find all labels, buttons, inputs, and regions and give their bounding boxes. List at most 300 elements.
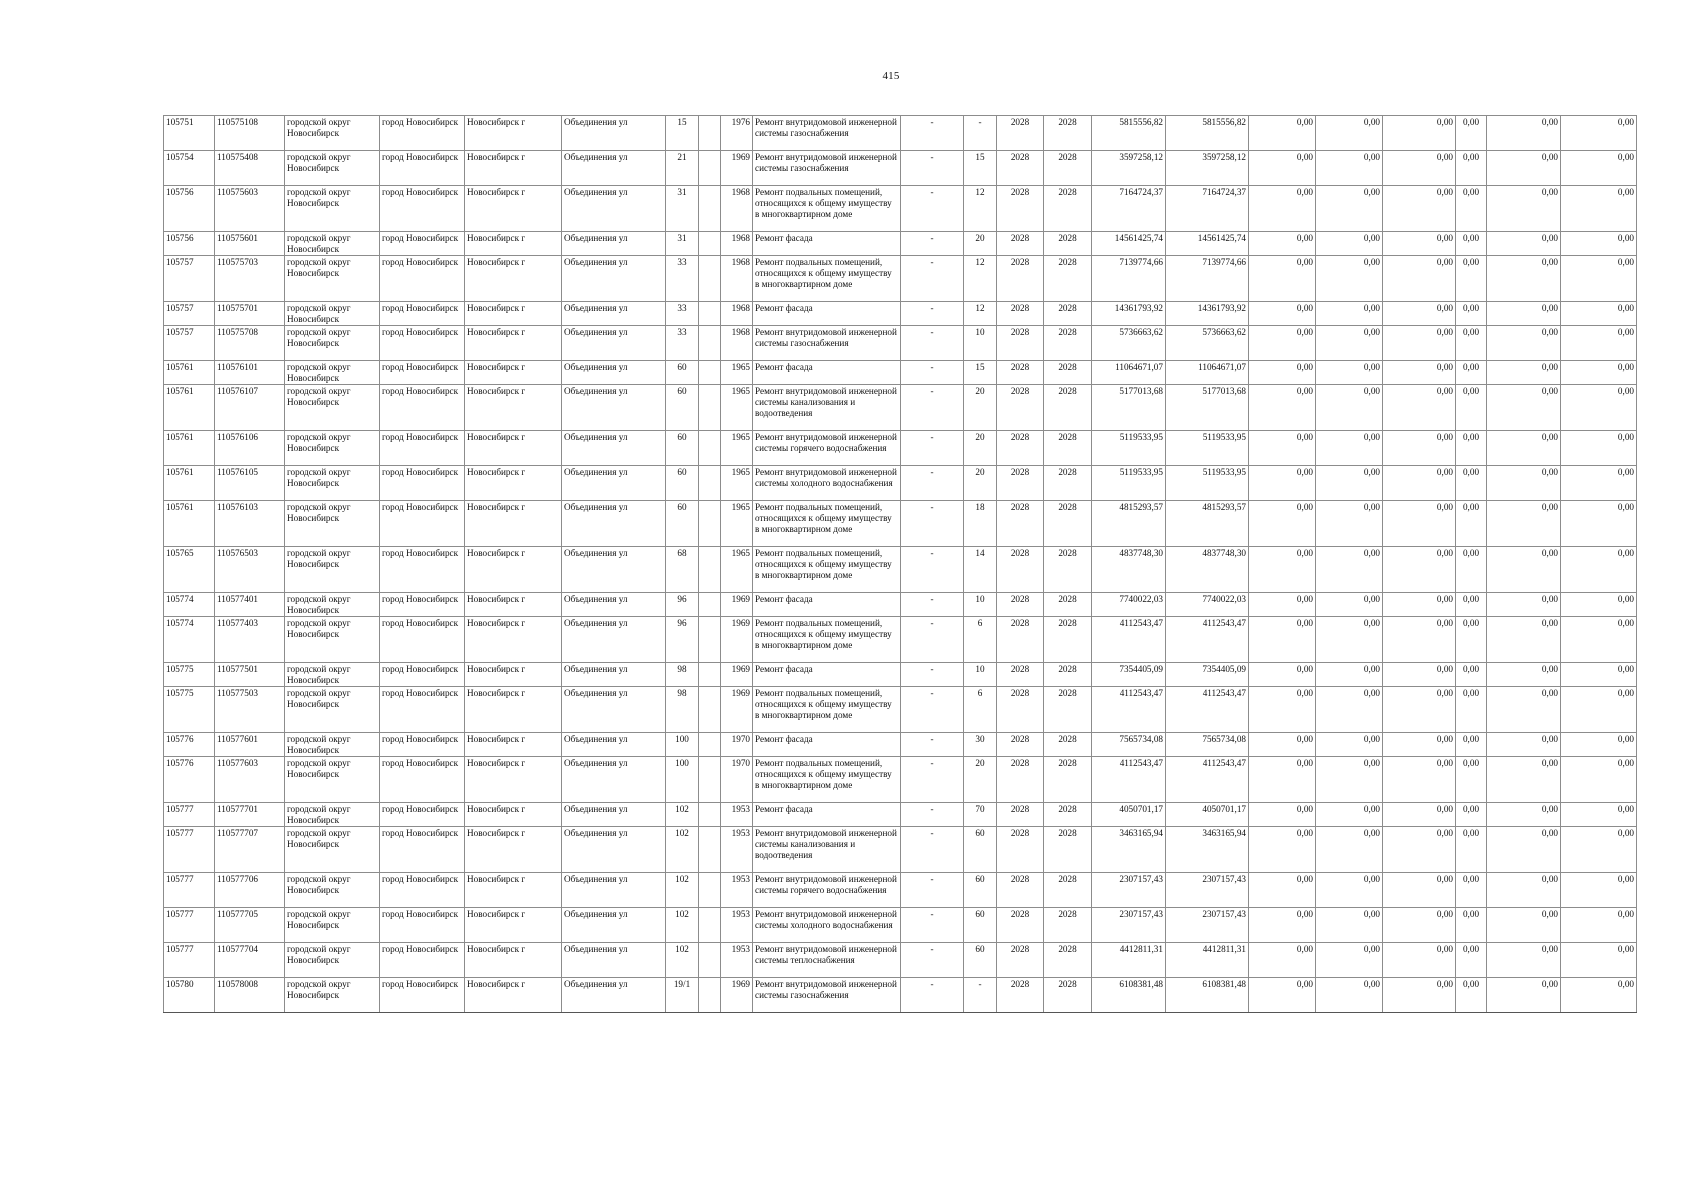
cell-id: 105780	[164, 978, 215, 1013]
cell-id: 105776	[164, 733, 215, 757]
cell-cost: 4050701,17	[1092, 803, 1166, 827]
cell-work-type: Ремонт внутридомовой инженерной системы горячего водоснабжения	[753, 431, 901, 466]
cell-value-4: 0,00	[1456, 617, 1487, 663]
cell-street: Объединения ул	[562, 466, 666, 501]
cell-value-3: 0,00	[1383, 593, 1456, 617]
cell-cost: 4837748,30	[1092, 547, 1166, 593]
cell-cost: 5119533,95	[1092, 466, 1166, 501]
cell-dash: -	[901, 873, 964, 908]
cell-code: 110577601	[215, 733, 285, 757]
cell-year-end: 2028	[1044, 978, 1092, 1013]
cell-value-6: 0,00	[1561, 466, 1637, 501]
cell-id: 105774	[164, 593, 215, 617]
cell-build-year: 1969	[721, 978, 753, 1013]
cell-city: Новосибирск г	[465, 687, 562, 733]
cell-year-start: 2028	[997, 757, 1044, 803]
table-row	[164, 256, 1637, 302]
cell-settlement: город Новосибирск	[380, 232, 465, 256]
cell-code: 110577701	[215, 803, 285, 827]
cell-value-6: 0,00	[1561, 385, 1637, 431]
cell-settlement: город Новосибирск	[380, 361, 465, 385]
cell-year-end: 2028	[1044, 186, 1092, 232]
cell-building	[699, 302, 721, 326]
cell-value-1: 0,00	[1249, 466, 1316, 501]
cell-value-2: 0,00	[1316, 431, 1383, 466]
cell-value-5: 0,00	[1487, 827, 1561, 873]
cell-value-2: 0,00	[1316, 385, 1383, 431]
cell-code: 110578008	[215, 978, 285, 1013]
cell-settlement: город Новосибирск	[380, 302, 465, 326]
cell-wear: 12	[964, 256, 997, 302]
cell-value-6: 0,00	[1561, 256, 1637, 302]
cell-cost: 4815293,57	[1092, 501, 1166, 547]
cell-settlement: город Новосибирск	[380, 501, 465, 547]
cell-value-5: 0,00	[1487, 733, 1561, 757]
cell-city: Новосибирск г	[465, 151, 562, 186]
cell-value-4: 0,00	[1456, 431, 1487, 466]
cell-value-2: 0,00	[1316, 803, 1383, 827]
cell-value-2: 0,00	[1316, 186, 1383, 232]
cell-work-type: Ремонт подвальных помещений, относящихся к общему имуществу в многоквартирном доме	[753, 547, 901, 593]
cell-work-type: Ремонт подвальных помещений, относящихся к общему имуществу в многоквартирном доме	[753, 757, 901, 803]
cell-year-end: 2028	[1044, 385, 1092, 431]
cell-wear: 20	[964, 466, 997, 501]
cell-total: 6108381,48	[1166, 978, 1249, 1013]
cell-value-6: 0,00	[1561, 593, 1637, 617]
cell-id: 105754	[164, 151, 215, 186]
cell-code: 110576101	[215, 361, 285, 385]
cell-settlement: город Новосибирск	[380, 151, 465, 186]
cell-value-4: 0,00	[1456, 501, 1487, 547]
cell-year-end: 2028	[1044, 827, 1092, 873]
cell-district: городской округ Новосибирск	[285, 617, 380, 663]
cell-total: 4815293,57	[1166, 501, 1249, 547]
cell-wear: 60	[964, 943, 997, 978]
cell-build-year: 1968	[721, 186, 753, 232]
cell-wear: 12	[964, 186, 997, 232]
cell-build-year: 1953	[721, 827, 753, 873]
cell-value-1: 0,00	[1249, 151, 1316, 186]
cell-code: 110575601	[215, 232, 285, 256]
cell-house: 98	[666, 687, 699, 733]
cell-value-2: 0,00	[1316, 151, 1383, 186]
cell-value-2: 0,00	[1316, 978, 1383, 1013]
cell-total: 4412811,31	[1166, 943, 1249, 978]
cell-settlement: город Новосибирск	[380, 431, 465, 466]
cell-total: 4112543,47	[1166, 687, 1249, 733]
cell-house: 100	[666, 733, 699, 757]
cell-city: Новосибирск г	[465, 827, 562, 873]
cell-cost: 7740022,03	[1092, 593, 1166, 617]
cell-total: 14561425,74	[1166, 232, 1249, 256]
cell-value-3: 0,00	[1383, 256, 1456, 302]
cell-year-end: 2028	[1044, 326, 1092, 361]
cell-value-5: 0,00	[1487, 361, 1561, 385]
cell-value-5: 0,00	[1487, 385, 1561, 431]
table-row	[164, 733, 1637, 757]
cell-id: 105777	[164, 943, 215, 978]
cell-street: Объединения ул	[562, 687, 666, 733]
cell-cost: 7164724,37	[1092, 186, 1166, 232]
cell-house: 21	[666, 151, 699, 186]
cell-work-type: Ремонт фасада	[753, 803, 901, 827]
cell-year-end: 2028	[1044, 943, 1092, 978]
cell-dash: -	[901, 431, 964, 466]
cell-street: Объединения ул	[562, 116, 666, 151]
cell-cost: 5815556,82	[1092, 116, 1166, 151]
cell-city: Новосибирск г	[465, 757, 562, 803]
cell-id: 105757	[164, 256, 215, 302]
cell-wear: 6	[964, 687, 997, 733]
cell-value-3: 0,00	[1383, 186, 1456, 232]
cell-year-start: 2028	[997, 733, 1044, 757]
cell-total: 4112543,47	[1166, 757, 1249, 803]
cell-build-year: 1965	[721, 501, 753, 547]
cell-district: городской округ Новосибирск	[285, 116, 380, 151]
cell-work-type: Ремонт фасада	[753, 302, 901, 326]
cell-total: 4112543,47	[1166, 617, 1249, 663]
cell-settlement: город Новосибирск	[380, 593, 465, 617]
cell-code: 110577401	[215, 593, 285, 617]
cell-total: 2307157,43	[1166, 908, 1249, 943]
cell-settlement: город Новосибирск	[380, 803, 465, 827]
cell-build-year: 1953	[721, 803, 753, 827]
cell-id: 105777	[164, 908, 215, 943]
cell-value-4: 0,00	[1456, 302, 1487, 326]
cell-cost: 5177013,68	[1092, 385, 1166, 431]
cell-year-start: 2028	[997, 151, 1044, 186]
cell-build-year: 1965	[721, 431, 753, 466]
cell-house: 15	[666, 116, 699, 151]
cell-value-4: 0,00	[1456, 151, 1487, 186]
cell-street: Объединения ул	[562, 431, 666, 466]
table-row	[164, 757, 1637, 803]
cell-value-5: 0,00	[1487, 232, 1561, 256]
cell-total: 5119533,95	[1166, 466, 1249, 501]
cell-code: 110576103	[215, 501, 285, 547]
cell-year-start: 2028	[997, 827, 1044, 873]
cell-value-1: 0,00	[1249, 501, 1316, 547]
cell-year-start: 2028	[997, 431, 1044, 466]
cell-total: 7354405,09	[1166, 663, 1249, 687]
cell-city: Новосибирск г	[465, 593, 562, 617]
cell-street: Объединения ул	[562, 256, 666, 302]
cell-work-type: Ремонт внутридомовой инженерной системы газоснабжения	[753, 116, 901, 151]
cell-house: 60	[666, 385, 699, 431]
cell-city: Новосибирск г	[465, 943, 562, 978]
cell-work-type: Ремонт внутридомовой инженерной системы холодного водоснабжения	[753, 466, 901, 501]
cell-value-3: 0,00	[1383, 116, 1456, 151]
table-row	[164, 385, 1637, 431]
cell-value-4: 0,00	[1456, 385, 1487, 431]
cell-value-1: 0,00	[1249, 687, 1316, 733]
table-row	[164, 593, 1637, 617]
cell-work-type: Ремонт внутридомовой инженерной системы газоснабжения	[753, 326, 901, 361]
cell-code: 110577706	[215, 873, 285, 908]
cell-building	[699, 326, 721, 361]
cell-value-6: 0,00	[1561, 803, 1637, 827]
cell-value-2: 0,00	[1316, 256, 1383, 302]
cell-value-5: 0,00	[1487, 978, 1561, 1013]
cell-value-2: 0,00	[1316, 617, 1383, 663]
cell-year-start: 2028	[997, 232, 1044, 256]
cell-code: 110577403	[215, 617, 285, 663]
cell-cost: 4112543,47	[1092, 687, 1166, 733]
table-row	[164, 687, 1637, 733]
cell-dash: -	[901, 943, 964, 978]
cell-build-year: 1969	[721, 687, 753, 733]
cell-year-start: 2028	[997, 116, 1044, 151]
cell-cost: 3463165,94	[1092, 827, 1166, 873]
cell-settlement: город Новосибирск	[380, 326, 465, 361]
cell-value-4: 0,00	[1456, 593, 1487, 617]
cell-value-1: 0,00	[1249, 827, 1316, 873]
cell-district: городской округ Новосибирск	[285, 803, 380, 827]
cell-street: Объединения ул	[562, 385, 666, 431]
cell-value-4: 0,00	[1456, 803, 1487, 827]
cell-total: 5119533,95	[1166, 431, 1249, 466]
cell-total: 2307157,43	[1166, 873, 1249, 908]
cell-year-start: 2028	[997, 803, 1044, 827]
cell-id: 105776	[164, 757, 215, 803]
cell-value-5: 0,00	[1487, 757, 1561, 803]
cell-value-1: 0,00	[1249, 943, 1316, 978]
cell-value-5: 0,00	[1487, 663, 1561, 687]
cell-wear: 20	[964, 385, 997, 431]
cell-city: Новосибирск г	[465, 361, 562, 385]
cell-cost: 5119533,95	[1092, 431, 1166, 466]
cell-district: городской округ Новосибирск	[285, 431, 380, 466]
cell-settlement: город Новосибирск	[380, 873, 465, 908]
cell-house: 68	[666, 547, 699, 593]
cell-district: городской округ Новосибирск	[285, 501, 380, 547]
cell-city: Новосибирск г	[465, 501, 562, 547]
cell-wear: 14	[964, 547, 997, 593]
cell-house: 31	[666, 232, 699, 256]
cell-street: Объединения ул	[562, 593, 666, 617]
cell-id: 105761	[164, 385, 215, 431]
cell-city: Новосибирск г	[465, 873, 562, 908]
table-row	[164, 186, 1637, 232]
table-row	[164, 361, 1637, 385]
cell-value-2: 0,00	[1316, 501, 1383, 547]
cell-value-6: 0,00	[1561, 302, 1637, 326]
cell-street: Объединения ул	[562, 733, 666, 757]
table-row	[164, 326, 1637, 361]
cell-value-6: 0,00	[1561, 663, 1637, 687]
cell-city: Новосибирск г	[465, 978, 562, 1013]
cell-street: Объединения ул	[562, 617, 666, 663]
cell-year-end: 2028	[1044, 757, 1092, 803]
cell-settlement: город Новосибирск	[380, 733, 465, 757]
cell-total: 3597258,12	[1166, 151, 1249, 186]
cell-street: Объединения ул	[562, 943, 666, 978]
cell-wear: 60	[964, 908, 997, 943]
cell-value-2: 0,00	[1316, 827, 1383, 873]
cell-build-year: 1965	[721, 547, 753, 593]
cell-building	[699, 873, 721, 908]
cell-value-3: 0,00	[1383, 232, 1456, 256]
cell-street: Объединения ул	[562, 186, 666, 232]
cell-id: 105751	[164, 116, 215, 151]
cell-work-type: Ремонт внутридомовой инженерной системы газоснабжения	[753, 978, 901, 1013]
cell-value-6: 0,00	[1561, 501, 1637, 547]
cell-total: 4837748,30	[1166, 547, 1249, 593]
cell-house: 102	[666, 827, 699, 873]
cell-value-5: 0,00	[1487, 116, 1561, 151]
cell-year-start: 2028	[997, 687, 1044, 733]
cell-street: Объединения ул	[562, 873, 666, 908]
cell-code: 110575408	[215, 151, 285, 186]
cell-building	[699, 978, 721, 1013]
cell-settlement: город Новосибирск	[380, 943, 465, 978]
cell-dash: -	[901, 617, 964, 663]
cell-building	[699, 803, 721, 827]
cell-dash: -	[901, 663, 964, 687]
cell-street: Объединения ул	[562, 302, 666, 326]
cell-value-3: 0,00	[1383, 663, 1456, 687]
cell-city: Новосибирск г	[465, 302, 562, 326]
table-row	[164, 943, 1637, 978]
cell-year-end: 2028	[1044, 733, 1092, 757]
cell-value-5: 0,00	[1487, 943, 1561, 978]
cell-wear: 20	[964, 232, 997, 256]
cell-work-type: Ремонт подвальных помещений, относящихся к общему имуществу в многоквартирном доме	[753, 687, 901, 733]
cell-code: 110575701	[215, 302, 285, 326]
cell-dash: -	[901, 466, 964, 501]
cell-building	[699, 827, 721, 873]
cell-cost: 11064671,07	[1092, 361, 1166, 385]
cell-building	[699, 151, 721, 186]
cell-cost: 14561425,74	[1092, 232, 1166, 256]
cell-value-6: 0,00	[1561, 232, 1637, 256]
cell-value-3: 0,00	[1383, 361, 1456, 385]
cell-work-type: Ремонт внутридомовой инженерной системы теплоснабжения	[753, 943, 901, 978]
cell-building	[699, 687, 721, 733]
cell-value-3: 0,00	[1383, 431, 1456, 466]
cell-value-3: 0,00	[1383, 873, 1456, 908]
cell-district: городской округ Новосибирск	[285, 943, 380, 978]
cell-code: 110577705	[215, 908, 285, 943]
cell-house: 102	[666, 873, 699, 908]
cell-street: Объединения ул	[562, 663, 666, 687]
cell-value-3: 0,00	[1383, 151, 1456, 186]
cell-dash: -	[901, 593, 964, 617]
cell-cost: 3597258,12	[1092, 151, 1166, 186]
cell-building	[699, 256, 721, 302]
cell-build-year: 1965	[721, 466, 753, 501]
cell-settlement: город Новосибирск	[380, 827, 465, 873]
cell-dash: -	[901, 547, 964, 593]
cell-city: Новосибирск г	[465, 547, 562, 593]
table-row	[164, 908, 1637, 943]
cell-wear: 18	[964, 501, 997, 547]
cell-settlement: город Новосибирск	[380, 663, 465, 687]
cell-value-4: 0,00	[1456, 186, 1487, 232]
cell-value-1: 0,00	[1249, 186, 1316, 232]
cell-district: городской округ Новосибирск	[285, 385, 380, 431]
cell-value-3: 0,00	[1383, 978, 1456, 1013]
cell-settlement: город Новосибирск	[380, 757, 465, 803]
cell-value-6: 0,00	[1561, 326, 1637, 361]
cell-value-5: 0,00	[1487, 547, 1561, 593]
cell-id: 105777	[164, 803, 215, 827]
cell-value-3: 0,00	[1383, 827, 1456, 873]
cell-total: 14361793,92	[1166, 302, 1249, 326]
cell-street: Объединения ул	[562, 547, 666, 593]
cell-wear: 20	[964, 431, 997, 466]
cell-dash: -	[901, 151, 964, 186]
cell-house: 33	[666, 256, 699, 302]
cell-value-5: 0,00	[1487, 617, 1561, 663]
cell-value-6: 0,00	[1561, 873, 1637, 908]
cell-settlement: город Новосибирск	[380, 687, 465, 733]
cell-code: 110577707	[215, 827, 285, 873]
cell-year-end: 2028	[1044, 151, 1092, 186]
table-row	[164, 547, 1637, 593]
table-row	[164, 501, 1637, 547]
cell-dash: -	[901, 501, 964, 547]
cell-value-6: 0,00	[1561, 151, 1637, 186]
cell-work-type: Ремонт фасада	[753, 232, 901, 256]
cell-code: 110577603	[215, 757, 285, 803]
cell-settlement: город Новосибирск	[380, 978, 465, 1013]
cell-build-year: 1969	[721, 151, 753, 186]
cell-total: 5736663,62	[1166, 326, 1249, 361]
cell-id: 105761	[164, 431, 215, 466]
cell-wear: 20	[964, 757, 997, 803]
cell-city: Новосибирск г	[465, 431, 562, 466]
cell-year-end: 2028	[1044, 361, 1092, 385]
cell-building	[699, 617, 721, 663]
cell-value-2: 0,00	[1316, 326, 1383, 361]
cell-work-type: Ремонт фасада	[753, 361, 901, 385]
cell-house: 60	[666, 431, 699, 466]
cell-year-start: 2028	[997, 943, 1044, 978]
table-row	[164, 873, 1637, 908]
cell-house: 102	[666, 803, 699, 827]
cell-building	[699, 232, 721, 256]
cell-cost: 7354405,09	[1092, 663, 1166, 687]
cell-value-1: 0,00	[1249, 733, 1316, 757]
cell-value-2: 0,00	[1316, 733, 1383, 757]
cell-house: 60	[666, 361, 699, 385]
cell-building	[699, 186, 721, 232]
cell-value-3: 0,00	[1383, 617, 1456, 663]
cell-city: Новосибирск г	[465, 116, 562, 151]
cell-year-end: 2028	[1044, 302, 1092, 326]
cell-value-1: 0,00	[1249, 757, 1316, 803]
cell-work-type: Ремонт фасада	[753, 733, 901, 757]
cell-value-4: 0,00	[1456, 326, 1487, 361]
cell-street: Объединения ул	[562, 232, 666, 256]
cell-value-1: 0,00	[1249, 978, 1316, 1013]
cell-dash: -	[901, 326, 964, 361]
cell-build-year: 1968	[721, 302, 753, 326]
cell-value-2: 0,00	[1316, 908, 1383, 943]
cell-value-6: 0,00	[1561, 687, 1637, 733]
cell-street: Объединения ул	[562, 978, 666, 1013]
cell-cost: 5736663,62	[1092, 326, 1166, 361]
cell-cost: 14361793,92	[1092, 302, 1166, 326]
cell-build-year: 1953	[721, 908, 753, 943]
cell-wear: 70	[964, 803, 997, 827]
cell-city: Новосибирск г	[465, 466, 562, 501]
cell-total: 7164724,37	[1166, 186, 1249, 232]
cell-total: 3463165,94	[1166, 827, 1249, 873]
cell-wear: 6	[964, 617, 997, 663]
cell-value-3: 0,00	[1383, 547, 1456, 593]
